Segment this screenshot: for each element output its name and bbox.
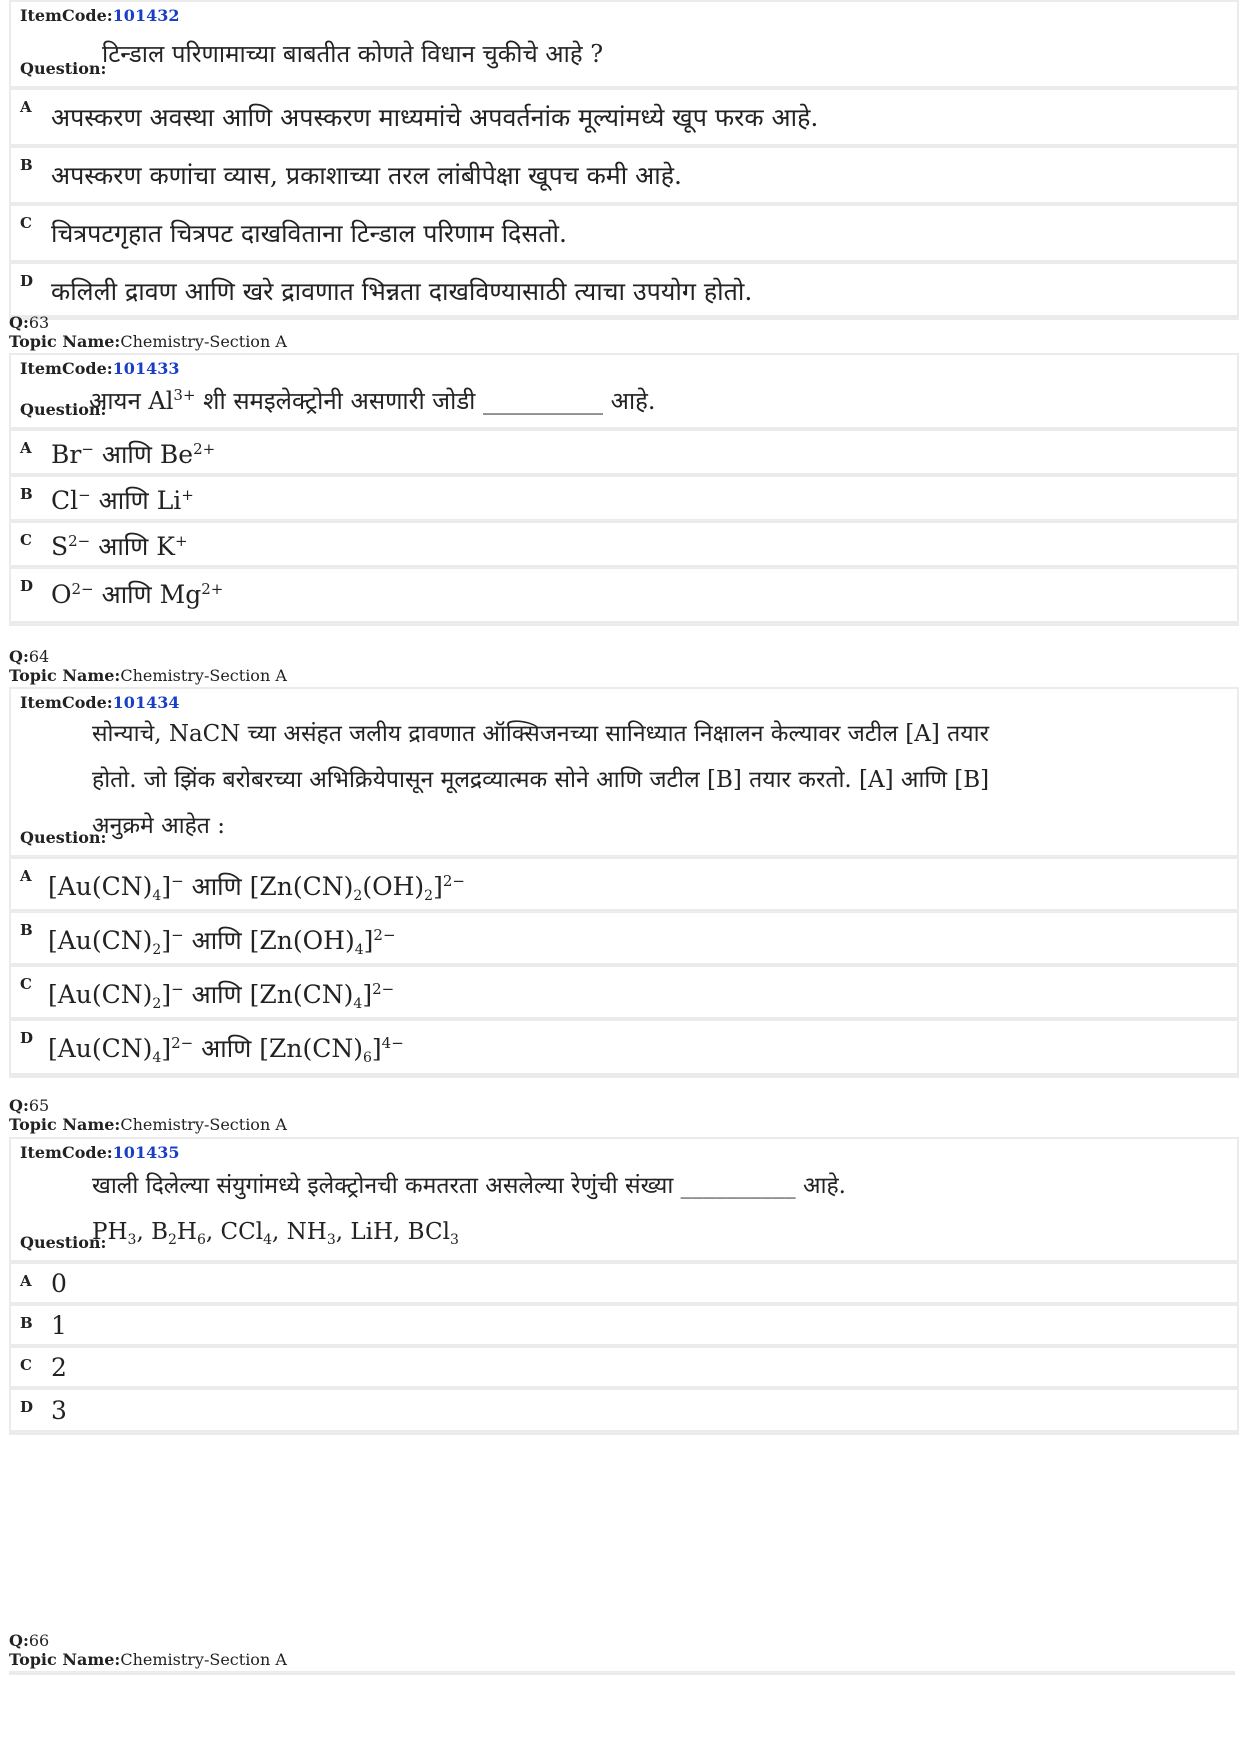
question-meta: Q:63 Topic Name:Chemistry-Section A	[9, 313, 287, 351]
option-letter: D	[20, 1398, 34, 1416]
option-letter: B	[20, 485, 33, 503]
option-letter: B	[20, 921, 33, 939]
option-a	[11, 1264, 1237, 1302]
question-card	[9, 687, 1239, 1078]
question-text: टिन्डाल परिणामाच्या बाबतीत कोणते विधान चुकीचे आहे ?	[102, 40, 604, 68]
question-label: Question:	[20, 400, 107, 419]
option-letter: C	[20, 1356, 32, 1374]
topic-name: Chemistry-Section A	[120, 666, 287, 685]
option-text: $[Au(CN)_4]^-$ आणि $[Zn(CN)_2(OH)_2]^{2-}$	[48, 872, 465, 904]
question-meta: Q:64 Topic Name:Chemistry-Section A	[9, 647, 287, 685]
question-number: 66	[28, 1631, 50, 1650]
option-d	[11, 569, 1237, 621]
item-code: ItemCode:101435	[20, 1143, 180, 1162]
option-text: 2	[51, 1353, 67, 1382]
option-c	[11, 967, 1237, 1017]
item-code: ItemCode:101432	[20, 6, 180, 25]
option-b	[11, 1306, 1237, 1344]
option-letter: D	[20, 577, 34, 595]
question-text: खाली दिलेल्या संयुगांमध्ये इलेक्ट्रोनची कमतरता असलेल्या रेणुंची संख्या __________ आहे. $PH_3$, $B_2H_6$, CCl$_4$, $NH_3$, LiH, BCl$_3$	[92, 1173, 846, 1248]
item-code: ItemCode:101434	[20, 693, 180, 712]
option-text: 1	[51, 1311, 67, 1340]
topic-name: Chemistry-Section A	[120, 1115, 287, 1134]
option-text: चित्रपटगृहात चित्रपट दाखविताना टिन्डाल परिणाम दिसतो.	[51, 219, 567, 248]
option-letter: A	[20, 867, 32, 885]
option-b	[11, 913, 1237, 963]
option-text: Br− आणि $Be^{2+}$	[51, 440, 216, 469]
option-letter: C	[20, 214, 32, 232]
option-text: Cl− आणि Li+	[51, 486, 194, 515]
option-text: $S^{2-}$ आणि K+	[51, 532, 188, 561]
option-b	[11, 148, 1237, 202]
question-text: सोन्याचे, NaCN च्या असंहत जलीय द्रावणात ऑक्सिजनच्या सानिध्यात निक्षालन केल्यावर जटील [A] तयार होतो. जो झिंक बरोबरच्या अभिक्रियेपासून मूलद्रव्यात्मक सोने आणि जटील [B] तयार करतो. [A] आणि [B] अनुक्रमे आहेत :	[92, 721, 990, 839]
option-d	[11, 1021, 1237, 1073]
question-number: 64	[28, 647, 50, 666]
option-text: कलिली द्रावण आणि खरे द्रावणात भिन्नता दाखविण्यासाठी त्याचा उपयोग होतो.	[51, 277, 753, 306]
option-text: 0	[51, 1269, 67, 1298]
item-code: ItemCode:101433	[20, 359, 180, 378]
option-letter: C	[20, 975, 32, 993]
option-letter: D	[20, 272, 34, 290]
option-text: $O^{2-}$ आणि $Mg^{2+}$	[51, 580, 224, 609]
option-d	[11, 1390, 1237, 1430]
question-number: 65	[28, 1096, 50, 1115]
section-divider	[9, 1671, 1235, 1675]
option-text: 3	[51, 1396, 67, 1425]
question-number: 63	[28, 313, 50, 332]
question-card	[9, 1137, 1239, 1435]
topic-name: Chemistry-Section A	[120, 332, 287, 351]
option-letter: A	[20, 1272, 32, 1290]
question-row	[11, 2, 1237, 86]
question-label: Question:	[20, 828, 107, 847]
topic-name: Chemistry-Section A	[120, 1650, 287, 1669]
option-letter: B	[20, 1314, 33, 1332]
option-c	[11, 1348, 1237, 1386]
option-text: $[Au(CN)_4]^{2-}$ आणि $[Zn(CN)_6]^{4-}$	[48, 1034, 404, 1066]
option-a	[11, 431, 1237, 473]
question-meta: Q:66 Topic Name:Chemistry-Section A	[9, 1631, 287, 1669]
question-label: Question:	[20, 59, 107, 78]
option-letter: C	[20, 531, 32, 549]
option-text: अपस्करण अवस्था आणि अपस्करण माध्यमांचे अपवर्तनांक मूल्यांमध्ये खूप फरक आहे.	[51, 103, 819, 132]
question-row	[11, 1139, 1237, 1260]
option-b	[11, 477, 1237, 519]
question-row	[11, 355, 1237, 427]
option-letter: B	[20, 156, 33, 174]
option-letter: A	[20, 98, 32, 116]
question-card	[9, 353, 1239, 626]
option-text: $[Au(CN)_2]^-$ आणि $[Zn(CN)_4]^{2-}$	[48, 980, 395, 1012]
question-row	[11, 689, 1237, 855]
question-label: Question:	[20, 1233, 107, 1252]
option-a	[11, 859, 1237, 909]
option-d	[11, 264, 1237, 315]
question-text: आयन $Al^{3+}$ शी समइलेक्ट्रोनी असणारी जोडी __________ आहे.	[89, 386, 656, 415]
option-text: $[Au(CN)_2]^-$ आणि $[Zn(OH)_4]^{2-}$	[48, 926, 396, 958]
option-letter: D	[20, 1029, 34, 1047]
question-meta: Q:65 Topic Name:Chemistry-Section A	[9, 1096, 287, 1134]
question-card	[9, 0, 1239, 320]
option-c	[11, 523, 1237, 565]
option-a	[11, 90, 1237, 144]
option-c	[11, 206, 1237, 260]
option-text: अपस्करण कणांचा व्यास, प्रकाशाच्या तरल लांबीपेक्षा खूपच कमी आहे.	[51, 161, 682, 190]
option-letter: A	[20, 439, 32, 457]
